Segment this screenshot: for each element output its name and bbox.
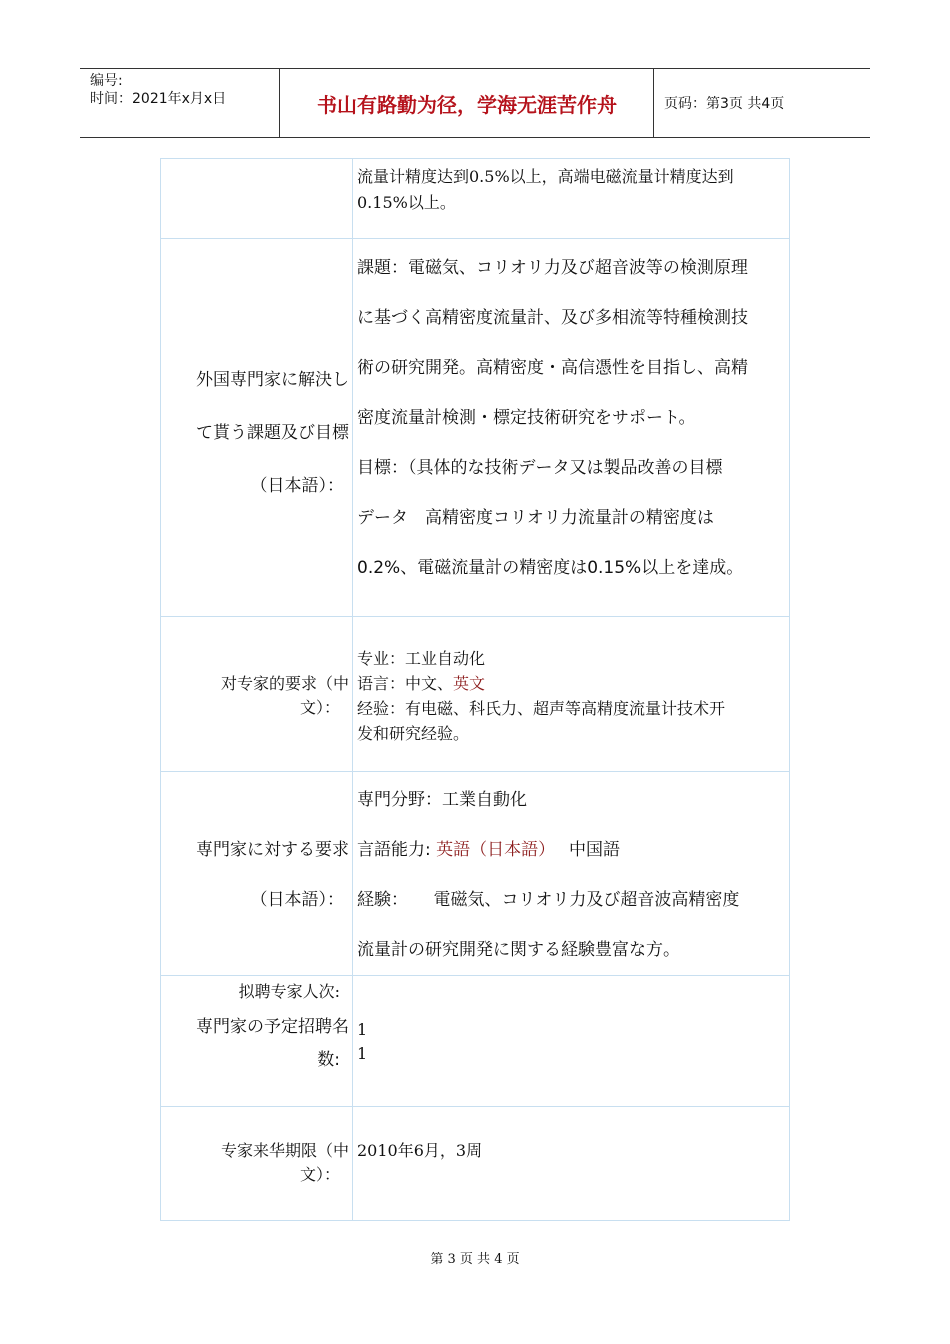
language-prefix: 言語能力:	[357, 840, 437, 860]
value-line: に基づく高精密度流量計、及び多相流等特種検測技	[357, 308, 748, 328]
value-line: 0.2%、電磁流量計の精密度は0.15%以上を達成。	[357, 558, 744, 578]
language-suffix: 中国語	[546, 840, 621, 860]
header-motto: 书山有路勤为径，学海无涯苦作舟	[281, 69, 654, 137]
label-line: 専門家に対する要求	[196, 840, 349, 860]
language-highlight: 英文	[453, 674, 486, 693]
value-line: 0.15%以上。	[357, 193, 456, 212]
label-line: （日本語）：	[250, 476, 344, 496]
value-line: 1	[357, 1044, 368, 1063]
row-label-period-cn	[160, 1107, 353, 1220]
page-footer: 第 3 页 共 4 页	[430, 1252, 520, 1267]
value-line: 1	[357, 1020, 368, 1039]
row-label-issue-jp	[160, 239, 353, 616]
table-row	[160, 158, 790, 238]
value-line: データ 高精密度コリオリ力流量計の精密度は	[357, 508, 714, 528]
language-highlight: 英語（日本語）	[436, 840, 547, 860]
header-meta	[80, 69, 280, 137]
value-line: 課題：電磁気、コリオリ力及び超音波等の検測原理	[357, 258, 748, 278]
label-line: 数:	[317, 1050, 340, 1070]
row-label-empty	[160, 159, 353, 238]
language-line	[357, 671, 789, 696]
experience-line: 経験： 電磁気、コリオリ力及び超音波高精密度	[357, 890, 740, 910]
row-label-headcount	[160, 976, 353, 1106]
date-label: 时间：2021年x月x日	[90, 91, 227, 107]
period-value: 2010年6月，3周	[353, 1107, 790, 1220]
row-label-req-jp	[160, 772, 353, 975]
major-line: 专业：工业自动化	[357, 649, 486, 668]
table-row	[160, 771, 790, 975]
label-line: て貰う課題及び目標	[196, 423, 349, 443]
label-line: 对专家的要求（中	[220, 674, 349, 693]
experience-line: 经验：有电磁、科氏力、超声等高精度流量计技术开	[357, 699, 726, 718]
value-line: 目標：（具体的な技術データ又は製品改善の目標	[357, 458, 723, 478]
table-row	[160, 1106, 790, 1221]
table-row	[160, 975, 790, 1106]
header-page-label: 页码：第3页 共4页	[664, 96, 785, 112]
headcount-value	[353, 976, 790, 1106]
serial-label: 编号:	[90, 73, 123, 89]
req-jp-text	[353, 772, 790, 975]
language-prefix: 语言：中文、	[357, 674, 454, 693]
req-cn-text	[353, 617, 790, 771]
table-row	[160, 616, 790, 771]
value-line: 密度流量計検測・標定技術研究をサポート。	[357, 408, 696, 428]
major-line: 専門分野：工業自動化	[357, 790, 527, 810]
table-row	[160, 238, 790, 616]
value-line: 流量计精度达到0.5%以上，高端电磁流量计精度达到	[357, 167, 734, 186]
value-line: 術の研究開発。高精密度・高信憑性を目指し、高精	[357, 358, 748, 378]
language-line	[357, 825, 789, 875]
experience-line: 流量計の研究開発に関する経験豊富な方。	[357, 940, 680, 960]
label-line: 文）：	[299, 698, 340, 717]
label-line: 専門家の予定招聘名	[196, 1017, 349, 1037]
label-line: （日本語）：	[250, 890, 344, 910]
info-table	[160, 158, 790, 1221]
label-line: 专家来华期限（中	[220, 1141, 349, 1160]
label-line: 外国専門家に解決し	[196, 370, 349, 390]
label-line: 文）：	[299, 1165, 340, 1184]
label-line: 拟聘专家人次:	[238, 982, 340, 1001]
precision-text	[353, 159, 790, 238]
row-label-req-cn	[160, 617, 353, 771]
experience-line: 发和研究经验。	[357, 724, 470, 743]
issue-jp-text	[353, 239, 790, 616]
page-header	[80, 68, 870, 138]
